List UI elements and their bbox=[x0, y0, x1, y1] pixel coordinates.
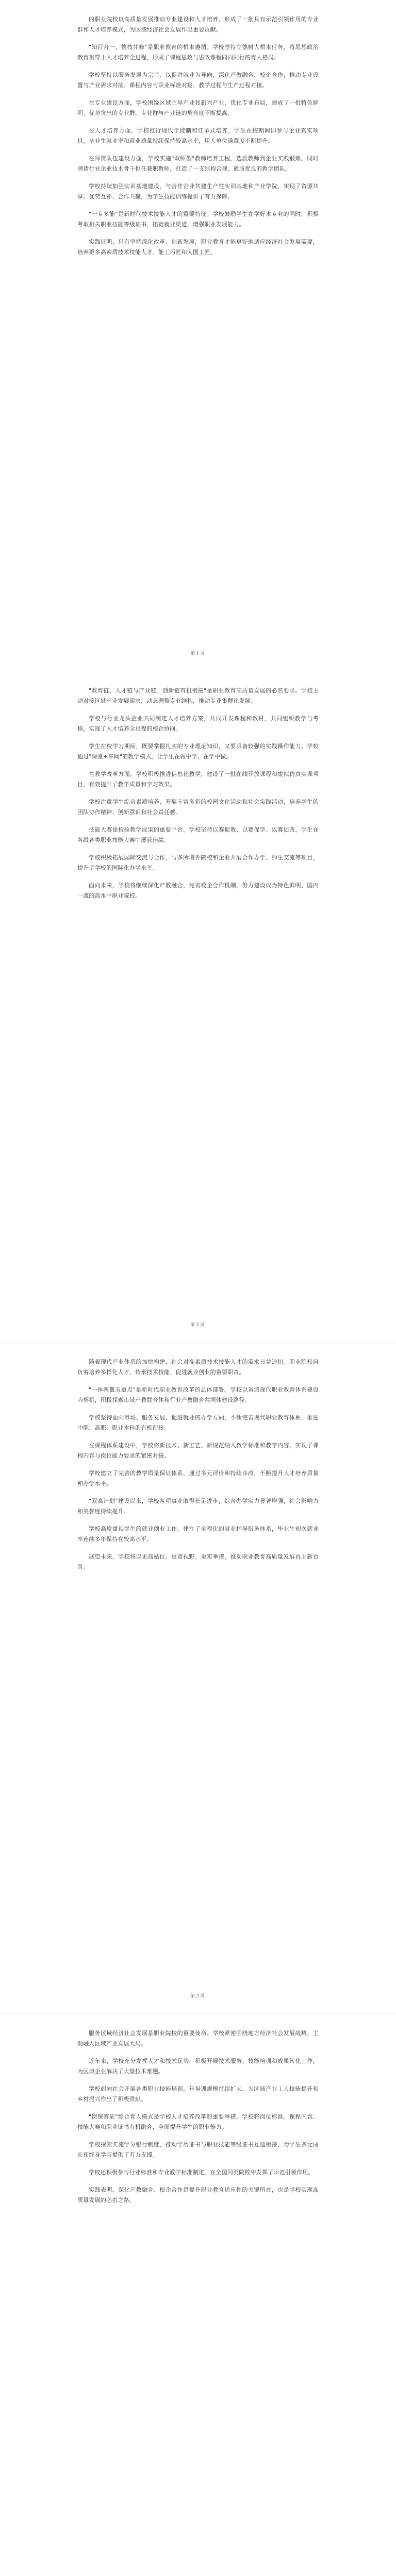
body-paragraph: "一专多能"是新时代技术技能人才的重要特征。学校鼓励学生在学好本专业的同时，积极考取相关职业技能等级证书，拓宽就业渠道，增强职业发展能力。 bbox=[77, 211, 319, 228]
page-body bbox=[77, 2028, 319, 2206]
document-page bbox=[0, 1343, 396, 2013]
body-paragraph: "知行合一，德技并修"是职业教育的根本遵循。学校坚持立德树人根本任务，将思想政治教育贯穿于人才培养全过程，形成了课程思政与思政课程同向同行的育人格局。 bbox=[77, 44, 319, 61]
body-paragraph: "岗课赛证"综合育人模式是学校人才培养改革的重要举措。学校将岗位标准、课程内容、技能大赛和职业证书有机融合，全面提升学生的职业能力。 bbox=[77, 2113, 319, 2130]
body-paragraph: 学校与行业龙头企业共同制定人才培养方案，共同开发课程和教材，共同组织教学与考核，实现了人才培养全过程的校企协同。 bbox=[77, 715, 319, 732]
body-paragraph: 技能大赛是检验教学成果的重要平台。学校坚持以赛促教、以赛促学、以赛促改，学生在各级各类职业技能大赛中屡获佳绩。 bbox=[77, 826, 319, 843]
body-paragraph: 在师资队伍建设方面，学校实施"双师型"教师培养工程，选派教师到企业实践锻炼，同时聘请行业企业技术骨干担任兼职教师，打造了一支结构合理、素质优良的教学团队。 bbox=[77, 155, 319, 172]
body-paragraph: 在教学改革方面，学校积极推进信息化教学，建设了一批在线开放课程和虚拟仿真实训项目，有效提升了教学质量和学习效果。 bbox=[77, 771, 319, 788]
body-paragraph: 学校还积极参与行业标准和专业教学标准制定，在全国同类院校中发挥了示范引领作用。 bbox=[89, 2169, 314, 2176]
body-paragraph: 在人才培养方面，学校推行现代学徒制和订单式培养，学生在校期间即参与企业真实项目，毕业生就业率和就业质量持续保持较高水平，用人单位满意度不断提升。 bbox=[77, 127, 319, 144]
page-body bbox=[77, 686, 319, 901]
body-paragraph: 面向未来，学校将继续深化产教融合，完善校企合作机制，努力建设成为特色鲜明、国内一流的高水平职业院校。 bbox=[77, 882, 319, 899]
body-paragraph: "双高计划"建设以来，学校各项事业取得长足进步，综合办学实力显著增强，社会影响力和美誉度持续提升。 bbox=[77, 1498, 319, 1515]
body-paragraph: 实践证明，只有坚持深化改革、创新发展，职业教育才能更好地适应经济社会发展需要，培养更多高素质技术技能人才、能工巧匠和大国工匠。 bbox=[77, 239, 319, 256]
page-number: 第1页 bbox=[190, 651, 206, 656]
document-page bbox=[0, 0, 396, 671]
body-paragraph: 展望未来，学校将以更高站位、更宽视野、更实举措，推动职业教育高质量发展再上新台阶。 bbox=[77, 1553, 319, 1570]
page-number: 第2页 bbox=[190, 1323, 206, 1328]
body-paragraph: 服务区域经济社会发展是职业院校的重要使命。学校紧密围绕地方经济社会发展战略，主动融入区域产业发展大局。 bbox=[77, 2030, 319, 2047]
body-paragraph: 学校坚持以服务发展为宗旨、以促进就业为导向，深化产教融合、校企合作，推动专业设置与产业需求对接、课程内容与职业标准对接、教学过程与生产过程对接。 bbox=[77, 72, 319, 89]
document-page bbox=[0, 2014, 396, 2576]
body-paragraph: 学校探索实施学分银行制度，推动学历证书与职业技能等级证书互通衔接，为学生多元成长和终身学习提供了有力支撑。 bbox=[77, 2141, 319, 2158]
body-paragraph: 在课程体系建设中，学校将新技术、新工艺、新规范纳入教学标准和教学内容，实现了课程内容与岗位能力要求的紧密对接。 bbox=[77, 1442, 319, 1459]
body-paragraph: 随着现代产业体系的加快构建，社会对高素质技术技能人才的需求日益迫切。职业院校肩负着培养多样化人才、传承技术技能、促进就业创业的重要职责。 bbox=[77, 1359, 319, 1376]
page-body bbox=[77, 14, 319, 258]
page-number: 第3页 bbox=[190, 1994, 206, 1999]
body-paragraph: 在专业建设方面，学校围绕区域主导产业和新兴产业，优化专业布局，建成了一批特色鲜明、优势突出的专业群，专业群与产业链的契合度不断提高。 bbox=[77, 99, 319, 116]
body-paragraph: 的职业院校以高质量发展推动专业建设和人才培养，形成了一批具有示范引领作用的专业群和人才培养模式，为区域经济社会发展作出重要贡献。 bbox=[77, 16, 319, 33]
body-paragraph: 学校建立了完善的教学质量保证体系，通过多元评价和持续诊改，不断提升人才培养质量和办学水平。 bbox=[77, 1470, 319, 1487]
body-paragraph: 近年来，学校充分发挥人才和技术优势，积极开展技术服务、技能培训和成果转化工作，为区域企业解决了大量技术难题。 bbox=[77, 2058, 319, 2075]
body-paragraph: 实践表明，深化产教融合、校企合作是提升职业教育适应性的关键所在，也是学校实现高质量发展的必由之路。 bbox=[77, 2187, 319, 2204]
document-page bbox=[0, 671, 396, 1342]
page-body bbox=[77, 1357, 319, 1572]
body-paragraph: 学校坚持面向市场、服务发展、促进就业的办学方向，不断完善现代职业教育体系，推进中职、高职、职业本科的有机衔接。 bbox=[77, 1414, 319, 1431]
body-paragraph: 学生在校学习期间，既要掌握扎实的专业理论知识，又要具备较强的实践操作能力。学校通过"课堂+车间"的教学模式，让学生在做中学、在学中做。 bbox=[77, 743, 319, 760]
body-paragraph: 学校持续加强实训基地建设，与合作企业共建生产性实训基地和产业学院，实现了资源共享、优势互补、合作共赢，为学生技能训练提供了有力保障。 bbox=[77, 183, 319, 200]
body-paragraph: 学校注重学生综合素质培养，开展丰富多彩的校园文化活动和社会实践活动，培养学生的团队协作精神、创新意识和社会责任感。 bbox=[77, 799, 319, 816]
body-paragraph: 学校高度重视学生的就业创业工作，建立了全程化的就业指导服务体系，毕业生初次就业率连续多年保持在较高水平。 bbox=[77, 1526, 319, 1543]
body-paragraph: "一体两翼五重点"是新时代职业教育改革的总体部署。学校以省域现代职业教育体系建设为契机，积极探索市域产教联合体和行业产教融合共同体建设路径。 bbox=[77, 1386, 319, 1403]
body-paragraph: "教育链、人才链与产业链、创新链有机衔接"是职业教育高质量发展的必然要求。学校主动对接区域产业发展需求，动态调整专业结构，推动专业集群化发展。 bbox=[77, 687, 319, 704]
body-paragraph: 学校面向社会开展各类职业技能培训，年培训规模持续扩大，为区域产业工人技能提升和乡村振兴作出了积极贡献。 bbox=[77, 2086, 319, 2103]
body-paragraph: 学校积极拓展国际交流与合作，与多所境外院校和企业开展合作办学、师生交流等项目，提升了学校的国际化办学水平。 bbox=[77, 854, 319, 871]
